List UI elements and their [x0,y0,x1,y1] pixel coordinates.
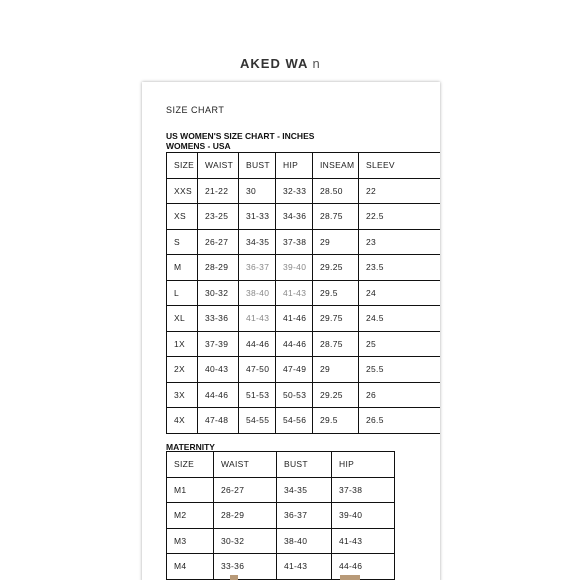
table-cell: M3 [167,528,214,554]
table-cell: 26 [359,382,441,408]
table-cell: 39-40 [276,255,313,281]
table-cell: M2 [167,503,214,529]
table-cell: S [167,229,198,255]
table-header-row [167,153,441,179]
table-cell: XS [167,204,198,230]
table-row [167,503,395,529]
table-cell: 51-53 [239,382,276,408]
table-cell: 33-36 [198,306,239,332]
table-cell: 28.50 [313,178,359,204]
table-cell: 28-29 [198,255,239,281]
table-cell: 41-43 [332,528,395,554]
table-row [167,477,395,503]
table-cell: 1X [167,331,198,357]
table-row [167,331,441,357]
table-cell: 29 [313,229,359,255]
table-cell: 25 [359,331,441,357]
table-row [167,528,395,554]
table-cell: 44-46 [198,382,239,408]
header-cell: HIP [276,153,313,179]
table-cell: 22 [359,178,441,204]
table-cell: 26.5 [359,408,441,434]
table-cell: 31-33 [239,204,276,230]
table-row [167,357,441,383]
table-cell: 28.75 [313,204,359,230]
table-cell: 34-35 [239,229,276,255]
table-cell: L [167,280,198,306]
table-cell: 47-50 [239,357,276,383]
table-cell: 29 [313,357,359,383]
table-cell: 36-37 [239,255,276,281]
table-row [167,408,441,434]
table-cell: 21-22 [198,178,239,204]
table-cell: 37-39 [198,331,239,357]
table-cell: 37-38 [276,229,313,255]
size-chart-heading: SIZE CHART [166,105,225,115]
table-cell: 37-38 [332,477,395,503]
table-cell: 24 [359,280,441,306]
brand-tail: n [312,56,321,71]
womens-usa-subtitle: WOMENS - USA [166,141,231,151]
header-cell: BUST [239,153,276,179]
table-cell: 29.25 [313,382,359,408]
table-cell: 32-33 [276,178,313,204]
table-cell: 41-43 [277,554,332,580]
table-cell: 54-55 [239,408,276,434]
table-cell: 33-36 [214,554,277,580]
table-cell: 41-43 [276,280,313,306]
maternity-title: MATERNITY [166,442,215,452]
background-strip [230,575,360,580]
table-cell: 50-53 [276,382,313,408]
table-cell: 30-32 [214,528,277,554]
brand-logo-partial [240,56,321,71]
header-cell: SIZE [167,153,198,179]
table-row [167,204,441,230]
table-cell: XXS [167,178,198,204]
table-cell: M4 [167,554,214,580]
table-cell: 22.5 [359,204,441,230]
table-cell: 28.75 [313,331,359,357]
us-womens-chart-title: US WOMEN'S SIZE CHART - INCHES [166,131,315,141]
table-cell: 47-48 [198,408,239,434]
table-row [167,280,441,306]
brand-text: AKED WA [240,56,308,71]
table-cell: 47-49 [276,357,313,383]
header-cell: WAIST [198,153,239,179]
table-cell: M1 [167,477,214,503]
table-cell: 34-35 [277,477,332,503]
table-cell: 34-36 [276,204,313,230]
table-row [167,229,441,255]
table-cell: 54-56 [276,408,313,434]
table-cell: 23 [359,229,441,255]
header-cell: SIZE [167,452,214,478]
table-cell: 36-37 [277,503,332,529]
table-cell: 26-27 [198,229,239,255]
table-header-row [167,452,395,478]
table-cell: 23.5 [359,255,441,281]
table-cell: 26-27 [214,477,277,503]
table-cell: 38-40 [277,528,332,554]
table-cell: 23-25 [198,204,239,230]
table-cell: 41-46 [276,306,313,332]
table-row [167,306,441,332]
table-cell: 2X [167,357,198,383]
table-cell: 44-46 [332,554,395,580]
header-cell: WAIST [214,452,277,478]
header-cell: INSEAM [313,153,359,179]
maternity-table-body [167,477,395,579]
table-cell: 4X [167,408,198,434]
size-chart-content [142,82,440,580]
table-row [167,255,441,281]
table-cell: 40-43 [198,357,239,383]
header-cell: BUST [277,452,332,478]
table-cell: 44-46 [239,331,276,357]
header-cell: SLEEV [359,153,441,179]
table-row [167,382,441,408]
table-cell: 41-43 [239,306,276,332]
table-cell: 28-29 [214,503,277,529]
table-cell: XL [167,306,198,332]
table-cell: 24.5 [359,306,441,332]
table-cell: M [167,255,198,281]
table-cell: 3X [167,382,198,408]
table-cell: 44-46 [276,331,313,357]
table-cell: 29.5 [313,280,359,306]
table-row [167,178,441,204]
table-cell: 25.5 [359,357,441,383]
table-cell: 29.75 [313,306,359,332]
maternity-size-table [166,451,395,580]
size-chart-card [142,82,440,580]
table-cell: 29.5 [313,408,359,434]
table-cell: 39-40 [332,503,395,529]
table-cell: 29.25 [313,255,359,281]
header-cell: HIP [332,452,395,478]
womens-size-table [166,152,440,434]
womens-table-body [167,178,441,433]
table-cell: 38-40 [239,280,276,306]
table-cell: 30 [239,178,276,204]
table-cell: 30-32 [198,280,239,306]
